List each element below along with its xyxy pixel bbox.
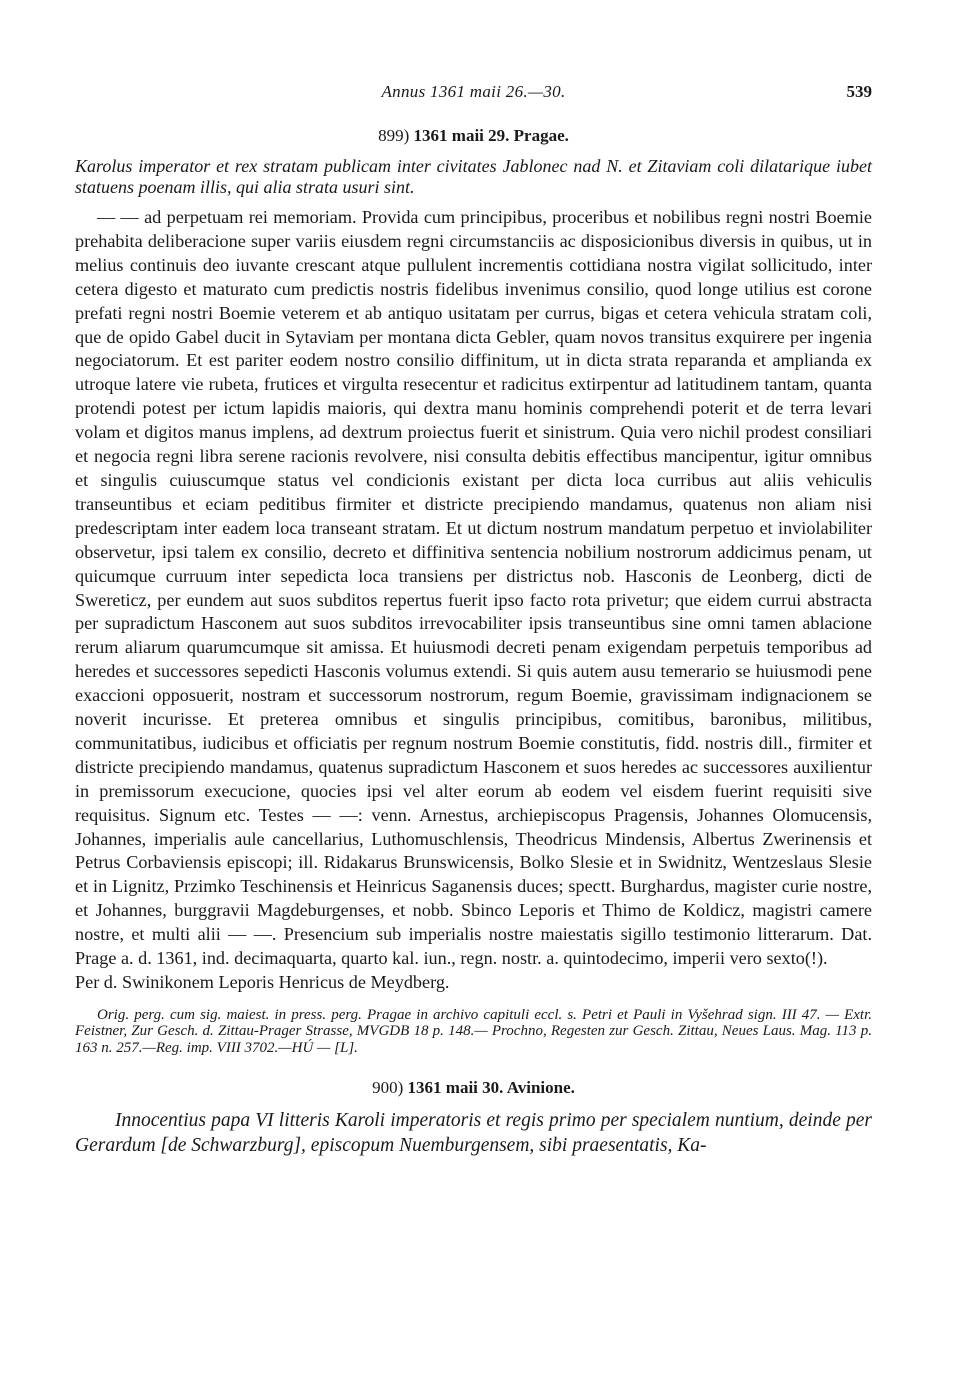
page-header [75,82,872,112]
document-899-archival-note: Orig. perg. cum sig. maiest. in press. perg. Pragae in archivo capituli eccl. s. Petri et Pauli in Vyšehrad sign. III 47. — Extr. Feistner, Zur Gesch. d. Zittau-Prager Strasse, MVGDB 18 p. 148.— Prochno, Regesten zur Gesch. Zittau, Neues Laus. Mag. 113 p. 163 n. 257.—Reg. imp. VIII 3702.—HÚ — [L]. [75,1006,872,1056]
document-900-regest: Innocentius papa VI litteris Karoli imperatoris et regis primo per specialem nuntium, deinde per Gerardum [de Schwarzburg], episcopum Nuemburgensem, sibi praesentatis, Ka- [75,1110,872,1157]
document-date-place: 1361 maii 29. Pragae. [413,126,569,145]
document-899-signature: Per d. Swinikonem Leporis Henricus de Meydberg. [75,972,450,992]
document-899-regest: Karolus imperator et rex stratam publicam inter civitates Jablonec nad N. et Zitaviam coli dilatarique iubet statuens poenam illis, qui alia strata usuri sint. [75,156,872,197]
document-899-text: — — ad perpetuam rei memoriam. Provida cum principibus, proceribus et nobilibus regni nostri Boemie prehabita deliberacione super variis eiusdem regni circumstanciis ac disposicionibus diversis in quibus, ut in melius continuis deo iuvante crescant atque pullulent incrementis cottidiana nostra vigilat sollicitudo, inter cetera digesto et maturato cum predictis nostris fidelibus invenimus consilio, quod longe utilius est corone prefati regni nostri Boemie veterem et ab antiquo usitatam per currus, bigas et cetera vehicula stratam coli, que de opido Gabel ducit in Sytaviam per montana dicta Gebler, quam novos transitus exquirere per ingenia negociatorum. Et est pariter eodem nostro consilio diffinitum, ut in dicta strata reparanda et amplianda ex utroque latere vie rubeta, frutices et virgulta resecentur et radicitus extirpentur ad latitudinem tantam, quanta protendi potest per ictum lapidis maioris, qui dextra manu hominis comprehendi poterit et de terra levari volam et digitos manus implens, ad dextrum proiectus fuerit et sinistrum. Quia vero nichil prodest consiliari et negocia regni libra serene racionis revolvere, nisi consulta debitis effectibus mancipentur, igitur omnibus et singulis cuiuscumque status vel condicionis existant per dicta loca curribus aut aliis vehiculis transeuntibus et eciam peditibus firmiter et districte precipiendo mandamus, quatenus non aliam nisi predescriptam inter eadem loca transeant stratam. Et ut dictum nostrum mandatum perpetuo et inviolabiliter observetur, ipsi talem ex consilio, decreto et diffinitiva sentencia nobilium nostrorum addicimus penam, ut quicumque curruum inter sepedicta loca transiens per districtus nob. Hasconis de Leonberg, dicti de Swereticz, per eundem aut suos subditos repertus fuerit ipso facto rota privetur; que eidem currui abstracta per supradictum Hasconem aut suos subditos irrevocabiliter ipsis transeuntibus sine omni tamen ablacione rerum aliarum quarumcumque sit amissa. Et huiusmodi decreti penam exigendam perpetuis temporibus ad heredes et successores sepedicti Hasconis volumus extendi. Si quis autem ausu temerario se huiusmodi pene exaccioni opposuerit, nostram et successorum nostrorum, regum Boemie, gravissimam indignacionem se noverit incurisse. Et preterea omnibus et singulis principibus, comitibus, baronibus, militibus, communitatibus, iudicibus et officiatis per regnum nostrum Boemie constitutis, fidd. nostris dill., firmiter et districte precipiendo mandamus, quatenus supradictum Hasconem et suos heredes ac successores auxilientur in premissorum execucione, quocies ipsi vel alter eorum ab eodem vel eisdem fuerint requisiti sive requisitus. Signum etc. Testes — —: venn. Arnestus, archiepiscopus Pragensis, Johannes Olomucensis, Johannes, imperialis aule cancellarius, Luthomuschlensis, Theodricus Mindensis, Albertus Zwerinensis et Petrus Corbaviensis episcopi; ill. Ridakarus Brunswicensis, Bolko Slesie et in Swidnitz, Wentzeslaus Slesie et in Lignitz, Przimko Teschinensis et Heinricus Saganensis duces; spectt. Burghardus, magister curie nostre, et Johannes, burggravii Magdeburgenses, et nobb. Sbinco Leporis et Thimo de Koldicz, magistri camere nostre, et multi alii — —. Presencium sub imperialis nostre maiestatis sigillo testimonio litterarum. Dat. Prage a. d. 1361, ind. decimaquarta, quarto kal. iun., regn. nostr. a. quintodecimo, imperii vero sexto(!). [75,207,872,969]
running-head: Annus 1361 maii 26.—30. [381,82,566,101]
document-900-heading [75,1078,872,1098]
document-number: 899) [378,126,410,145]
document-899-heading [75,126,872,146]
document-date-place: 1361 maii 30. Avinione. [407,1078,575,1098]
document-page [75,82,872,1158]
document-number: 900) [372,1078,404,1098]
page-number: 539 [846,82,872,101]
